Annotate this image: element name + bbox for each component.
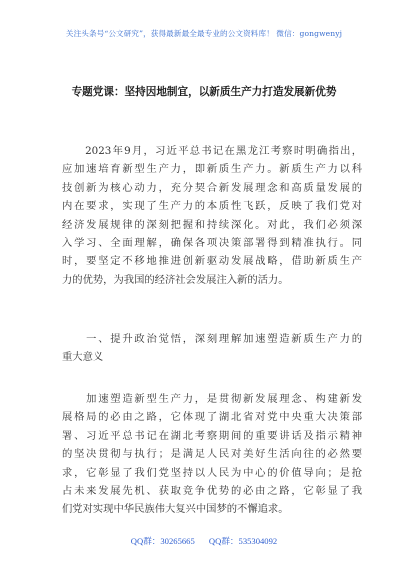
- header-banner: 关注头条号“公文研究”，获得最新最全最专业的公文资料库！ 微信：gongwenyj: [65, 29, 343, 38]
- text-line: 应加速培育新型生产力，即新质生产力。新质生产力以科: [62, 163, 362, 176]
- text-line: 经济发展规律的深刻把握和持续深化。对此，我们必须深: [62, 218, 362, 231]
- text-line: 力的优势，为我国的经济社会发展注入新的活力。: [62, 273, 289, 286]
- text-line: 求，它彰显了我们党坚持以人民为中心的价值导向；是抢: [62, 466, 362, 479]
- text-line: 重大意义: [62, 351, 104, 364]
- text-line: 内在要求，实现了生产力的本质性飞跃，反映了我们党对: [62, 200, 362, 213]
- document-title: 专题党课：坚持因地制宜，以新质生产力打造发展新优势: [71, 86, 337, 98]
- paragraph-section-1: [62, 390, 362, 519]
- text-line: 占未来发展先机、获取竞争优势的必由之路，它彰显了我: [62, 485, 362, 498]
- text-line: 的坚决贯彻与执行；是满足人民对美好生活向往的必然要: [62, 448, 362, 461]
- text-line: 技创新为核心动力，充分契合新发展理念和高质量发展的: [62, 181, 362, 194]
- paragraph-intro: [62, 142, 362, 289]
- text-line: 署、习近平总书记在湖北考察期间的重要讲话及指示精神: [62, 429, 362, 442]
- text-line: 一、提升政治觉悟，深刻理解加速塑造新质生产力的: [62, 333, 362, 345]
- text-line: 2023年9月，习近平总书记在黑龙江考察时明确指出，: [62, 145, 362, 157]
- qq-group-2: QQ群：535304092: [208, 536, 278, 546]
- text-line: 加速塑造新型生产力，是贯彻新发展理念、构建新发: [62, 393, 362, 405]
- section-heading: [62, 330, 362, 367]
- text-line: 时，要坚定不移地推进创新驱动发展战略，借助新质生产: [62, 255, 362, 268]
- footer-qq-groups: [0, 535, 408, 547]
- text-line: 们党对实现中华民族伟大复兴中国梦的不懈追求。: [62, 503, 289, 516]
- text-line: 展格局的必由之路，它体现了湖北省对党中央重大决策部: [62, 411, 362, 424]
- text-line: 入学习、全面理解，确保各项决策部署得到精准执行。同: [62, 237, 362, 250]
- qq-group-1: QQ群：30265665: [130, 536, 195, 546]
